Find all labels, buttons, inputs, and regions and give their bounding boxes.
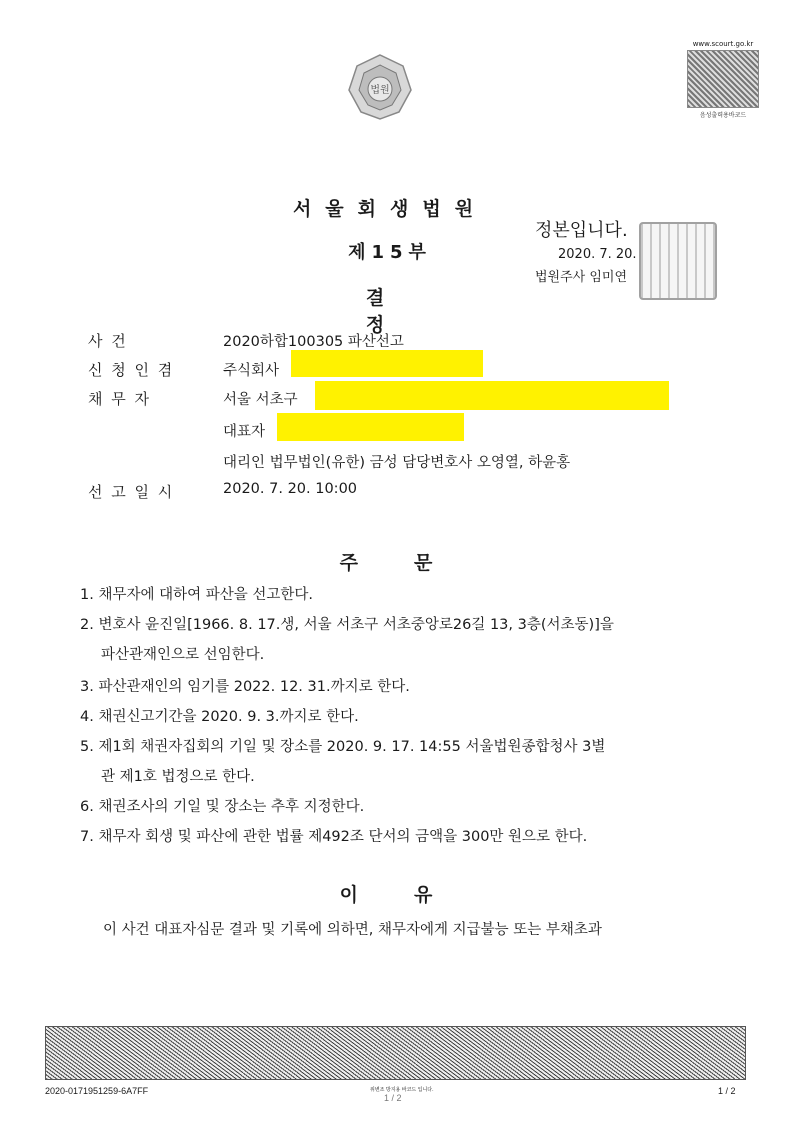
official-seal-icon: [639, 222, 717, 300]
barcode-note: 위변조 방지용 바코드 입니다.: [370, 1087, 434, 1093]
barcode-url: www.scourt.go.kr: [692, 40, 754, 48]
redaction-highlight: [291, 350, 483, 377]
certification-title: 정본입니다.: [535, 220, 628, 241]
document-id: 2020-0171951259-6A7FF: [45, 1086, 149, 1096]
page-number: 1 / 2: [718, 1086, 736, 1096]
emblem-text: 법원: [370, 85, 390, 96]
order-item: 1. 채무자에 대하여 파산을 선고한다.: [80, 587, 313, 603]
division: 제15부: [348, 242, 432, 263]
barcode-caption: 음성출력용바코드: [699, 112, 747, 119]
reason-heading: 이유: [339, 884, 489, 906]
court-emblem-icon: [345, 52, 415, 122]
order-item: 3. 파산관재인의 임기를 2022. 12. 31.까지로 한다.: [80, 679, 410, 695]
case-label: 사 건: [88, 332, 128, 350]
order-heading: 주문: [339, 552, 489, 574]
applicant-value: 주식회사: [223, 363, 280, 379]
order-item: 4. 채권신고기간을 2020. 9. 3.까지로 한다.: [80, 709, 359, 725]
anti-forgery-barcode-icon: [45, 1026, 746, 1080]
order-item: 5. 제1회 채권자집회의 기일 및 장소를 2020. 9. 17. 14:55 서울법원종합청사 3별: [80, 739, 606, 755]
attorney-info: 대리인 법무법인(유한) 금성 담당변호사 오영열, 하윤홍: [223, 455, 571, 471]
order-item: 6. 채권조사의 기일 및 장소는 추후 지정한다.: [80, 799, 365, 815]
order-item: 7. 채무자 회생 및 파산에 관한 법률 제492조 단서의 금액을 300만 원으로 한다.: [80, 829, 588, 845]
debtor-label: 채 무 자: [88, 390, 152, 408]
document-type: 결정: [365, 287, 445, 336]
court-name: 서울회생법원: [292, 198, 488, 220]
page-number-center: 1 / 2: [384, 1093, 402, 1103]
order-item-continuation: 파산관재인으로 선임한다.: [101, 647, 265, 663]
barcode-icon: [687, 50, 759, 108]
redaction-highlight: [315, 381, 669, 410]
decision-date-label: 선 고 일 시: [88, 483, 175, 501]
redaction-highlight: [277, 413, 464, 441]
order-item-continuation: 관 제1호 법정으로 한다.: [101, 769, 255, 785]
debtor-address: 서울 서초구: [223, 392, 298, 408]
reason-text: 이 사건 대표자심문 결과 및 기록에 의하면, 채무자에게 지급불능 또는 부채초과: [103, 922, 602, 938]
barcode-block: [683, 40, 763, 118]
certification-date: 2020. 7. 20.: [558, 247, 637, 262]
decision-date-value: 2020. 7. 20. 10:00: [223, 481, 358, 497]
certification-clerk: 법원주사 임미연: [535, 270, 628, 285]
applicant-label: 신 청 인 겸: [88, 361, 175, 379]
order-item: 2. 변호사 윤진일[1966. 8. 17.생, 서울 서초구 서초중앙로26길 13, 3층(서초동)]을: [80, 617, 614, 633]
representative-label: 대표자: [223, 424, 266, 440]
case-value: 2020하합100305 파산선고: [223, 334, 404, 350]
